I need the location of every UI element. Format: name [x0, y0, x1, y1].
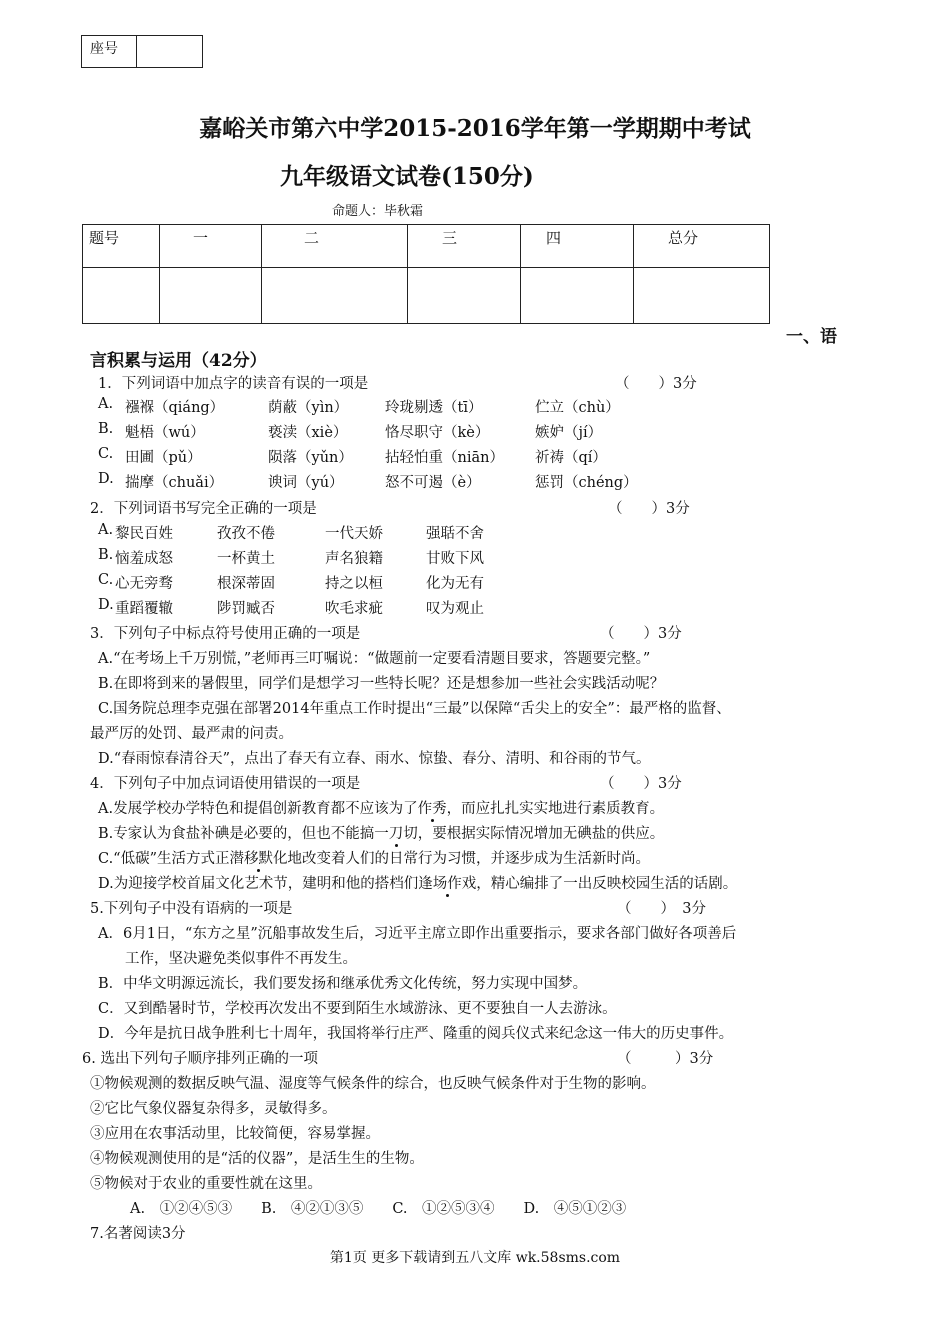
q2-item: 吹毛求疵: [325, 601, 383, 617]
q1-item: 玲珑剔透（tī）: [385, 400, 483, 416]
q4-a-text-end: ，而应扎扎实实地进行素质教育。: [446, 801, 665, 817]
q5-option-a-cont: 工作，坚决避免类似事件不再发生。: [125, 951, 357, 967]
seat-divider: [136, 36, 137, 67]
q2-item: 重蹈覆辙: [115, 601, 173, 617]
exam-subtitle: 九年级语文试卷(150分): [280, 163, 534, 190]
author-line: 命题人：毕秋霜: [332, 204, 424, 219]
q2-item: 甘败下风: [426, 551, 484, 567]
q4-stem: 4．下列句子中加点词语使用错误的一项是: [90, 776, 361, 792]
q2-item: 一杯黄土: [217, 551, 275, 567]
q2-answer-paren: （ ）3分: [608, 501, 690, 517]
q2-option-label: D.: [98, 597, 114, 613]
q6-options: A. ①②④⑤③ B. ④②①③⑤ C. ①②⑤③④ D. ④⑤①②③: [130, 1201, 627, 1217]
q2-item: 声名狼籍: [325, 551, 383, 567]
q4-d-dotted-word: 逢场作戏: [418, 872, 476, 893]
q1-item: 嫉妒（jí）: [535, 425, 603, 441]
q1-item: 襁褓（qiáng）: [125, 400, 225, 416]
score-header-cell: 总分: [634, 225, 770, 268]
q3-option-a: A.“在考场上千万别慌，”老师再三叮嘱说：“做题前一定要看清题目要求，答题要完整。”: [98, 651, 651, 667]
q2-item: 强聒不舍: [426, 526, 484, 542]
q2-item: 黎民百姓: [115, 526, 173, 542]
q5-answer-paren: （ ） 3分: [617, 901, 706, 917]
q1-item: 田圃（pǔ）: [125, 450, 202, 466]
q2-item: 化为无有: [426, 576, 484, 592]
q4-c-text: C.“低碳”生活方式正: [98, 851, 230, 867]
score-header-cell: 一: [160, 225, 262, 268]
q5-option-c: C．又到酷暑时节，学校再次发出不要到陌生水域游泳、更不要独自一人去游泳。: [98, 1001, 617, 1017]
q3-stem: 3．下列句子中标点符号使用正确的一项是: [90, 626, 361, 642]
score-cell[interactable]: [634, 268, 770, 324]
q1-answer-paren: （ ）3分: [615, 376, 697, 392]
q1-item: 荫蔽（yìn）: [268, 400, 349, 416]
q2-item: 持之以桓: [325, 576, 383, 592]
section-heading-part1: 一、语: [786, 327, 837, 347]
q3-option-c-cont: 最严厉的处罚、最严肃的问责。: [90, 726, 293, 742]
q1-item: 伫立（chù）: [535, 400, 620, 416]
q1-item: 陨落（yǔn）: [268, 450, 353, 466]
q4-d-text: D.为迎接学校首届文化艺术节，建明和他的搭档们: [98, 876, 419, 892]
q1-item: 祈祷（qí）: [535, 450, 607, 466]
q5-option-b: B．中华文明源远流长，我们要发扬和继承优秀文化传统，努力实现中国梦。: [98, 976, 588, 992]
score-cell[interactable]: [83, 268, 160, 324]
page-footer: 第1页 更多下载请到五八文库 wk.58sms.com: [329, 1250, 621, 1266]
q2-item: 叹为观止: [426, 601, 484, 617]
score-header-cell: 题号: [83, 225, 160, 268]
q2-item: 一代天娇: [325, 526, 383, 542]
q4-b-text: B.专家认为食盐补碘是必要的，但也不能搞: [98, 826, 375, 842]
q2-option-label: C.: [98, 572, 114, 588]
q2-item: 孜孜不倦: [217, 526, 275, 542]
q2-option-label: A.: [98, 522, 114, 538]
q1-option-label: C.: [98, 446, 114, 462]
q2-stem: 2．下列词语书写完全正确的一项是: [90, 501, 317, 517]
q1-option-label: B.: [98, 421, 114, 437]
q6-answer-paren: （ ）3分: [617, 1051, 714, 1067]
q2-item: 陟罚臧否: [217, 601, 275, 617]
q4-option-a: [98, 797, 664, 818]
q3-option-c: C.国务院总理李克强在部署2014年重点工作时提出“三最”以保障“舌尖上的安全”：最严格的监督、: [98, 701, 731, 717]
q6-sentence-3: ③应用在农事活动里，比较简便，容易掌握。: [90, 1126, 380, 1142]
q5-option-a: A．6月1日，“东方之星”沉船事故发生后，习近平主席立即作出重要指示，要求各部门做好各项善后: [98, 926, 737, 942]
score-header-cell: 二: [262, 225, 408, 268]
q5-option-d: D．今年是抗日战争胜利七十周年，我国将举行庄严、隆重的阅兵仪式来纪念这一伟大的历史事件。: [98, 1026, 734, 1042]
q6-sentence-4: ④物候观测使用的是“活的仪器”，是活生生的生物。: [90, 1151, 424, 1167]
q1-item: 怒不可遏（è）: [385, 475, 481, 491]
q6-sentence-2: ②它比气象仪器复杂得多，灵敏得多。: [90, 1101, 337, 1117]
q4-c-dotted-word: 潜移默化: [230, 847, 288, 868]
q1-item: 拈轻怕重（niān）: [385, 450, 504, 466]
q3-option-b: B.在即将到来的暑假里，同学们是想学习一些特长呢？还是想参加一些社会实践活动呢？: [98, 676, 665, 692]
q1-item: 恪尽职守（kè）: [385, 425, 490, 441]
q4-a-dotted-word: 作秀: [418, 797, 447, 818]
q1-item: 魁梧（wú）: [125, 425, 205, 441]
score-cell[interactable]: [160, 268, 262, 324]
q5-stem: 5.下列句子中没有语病的一项是: [90, 901, 293, 917]
q4-option-c: [98, 847, 650, 868]
q1-option-label: D.: [98, 471, 114, 487]
exam-title: 嘉峪关市第六中学2015-2016学年第一学期期中考试: [199, 115, 751, 142]
q1-option-label: A.: [98, 396, 114, 412]
score-cell[interactable]: [521, 268, 634, 324]
q3-option-d: D.“春雨惊春清谷天”，点出了春天有立春、雨水、惊蛰、春分、清明、和谷雨的节气。: [98, 751, 651, 767]
q6-sentence-5: ⑤物候对于农业的重要性就在这里。: [90, 1176, 322, 1192]
q4-c-text-end: 地改变着人们的日常行为习惯，并逐步成为生活新时尚。: [287, 851, 651, 867]
q2-item: 根深蒂固: [217, 576, 275, 592]
q1-stem: 1．下列词语中加点字的读音有误的一项是: [98, 376, 369, 392]
q7-stem: 7.名著阅读3分: [90, 1226, 186, 1242]
q1-item: 惩罚（chéng）: [535, 475, 638, 491]
q2-item: 恼羞成怒: [115, 551, 173, 567]
score-header-cell: 三: [408, 225, 521, 268]
q4-d-text-end: ，精心编排了一出反映校园生活的话剧。: [476, 876, 738, 892]
q3-answer-paren: （ ）3分: [600, 626, 682, 642]
score-header-cell: 四: [521, 225, 634, 268]
score-table: [82, 224, 770, 324]
seat-number-box: [81, 35, 203, 68]
q6-sentence-1: ①物候观测的数据反映气温、湿度等气候条件的综合，也反映气候条件对于生物的影响。: [90, 1076, 656, 1092]
q4-option-b: [98, 822, 664, 843]
q1-item: 谀词（yú）: [268, 475, 344, 491]
q1-item: 亵渎（xiè）: [268, 425, 348, 441]
q4-b-dotted-word: 一刀切: [374, 822, 418, 843]
q4-a-text: A.发展学校办学特色和提倡创新教育都不应该为了: [98, 801, 418, 817]
q2-option-label: B.: [98, 547, 114, 563]
q4-answer-paren: （ ）3分: [600, 776, 682, 792]
q4-option-d: [98, 872, 737, 893]
score-cell[interactable]: [408, 268, 521, 324]
section-heading-part2: 言积累与运用（42分）: [90, 351, 267, 371]
seat-label: 座号: [90, 41, 118, 57]
q2-item: 心无旁骛: [115, 576, 173, 592]
q4-b-text-end: ，要根据实际情况增加无碘盐的供应。: [417, 826, 665, 842]
q1-item: 揣摩（chuǎi）: [125, 475, 224, 491]
q6-stem: 6. 选出下列句子顺序排列正确的一项: [82, 1051, 318, 1067]
score-cell[interactable]: [262, 268, 408, 324]
